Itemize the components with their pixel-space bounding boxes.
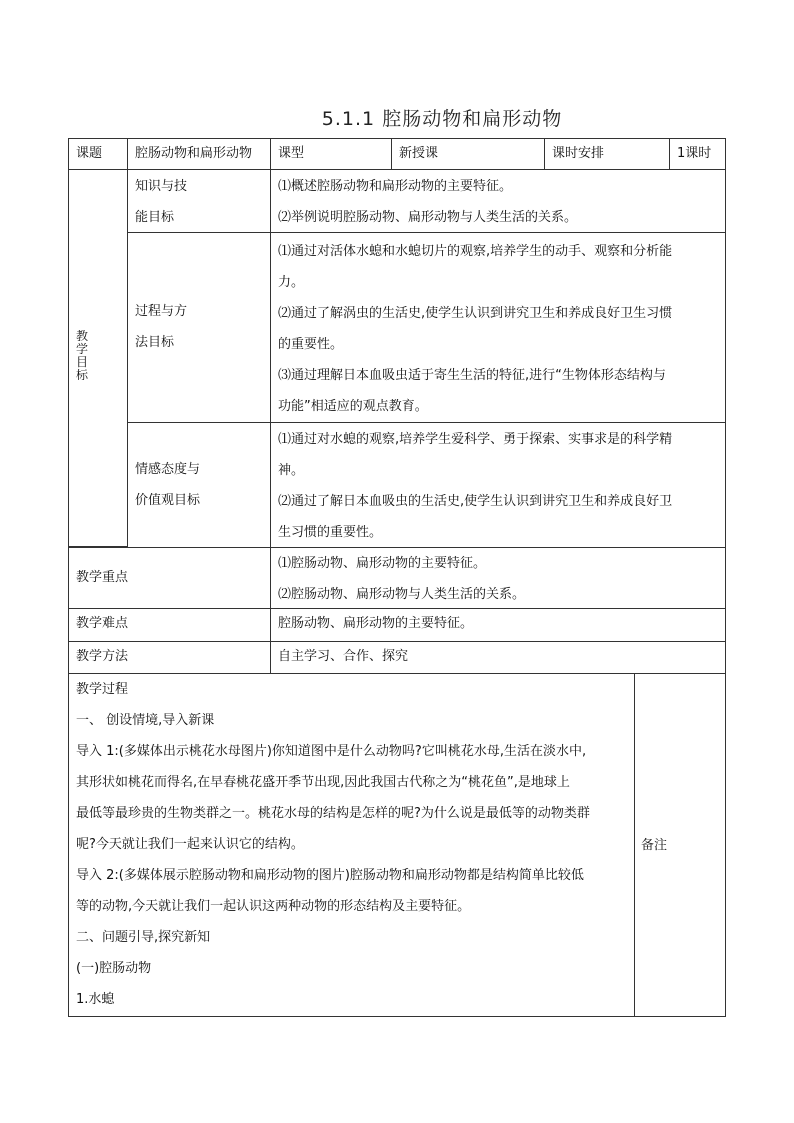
process-line-4: 的重要性。: [278, 337, 344, 352]
emotion-label-cell: [127, 422, 271, 548]
type-value-cell: [391, 138, 545, 170]
schedule-label-cell: [544, 138, 670, 170]
emotion-label-line-1: 情感态度与: [135, 462, 201, 477]
process-label-line-2: 法目标: [135, 335, 175, 350]
process-text-line-5: 最低等最珍贵的生物类群之一。桃花水母的结构是怎样的呢?为什么说是最低等的动物类群: [76, 806, 590, 821]
lesson-value-cell: [127, 138, 271, 170]
knowledge-label-cell: [127, 169, 271, 233]
lesson-label: 课题: [76, 146, 103, 161]
emotion-label-line-2: 价值观目标: [135, 493, 201, 508]
process-text-line-7: 导入 2:(多媒体展示腔肠动物和扁形动物的图片)腔肠动物和扁形动物都是结构简单比较低: [76, 868, 584, 883]
process-text-line-8: 等的动物,今天就让我们一起认识这两种动物的形态结构及主要特征。: [76, 899, 471, 914]
objectives-label-cell: [68, 169, 128, 547]
methods-value: 自主学习、合作、探究: [278, 649, 409, 664]
type-label: 课型: [278, 146, 305, 161]
emotion-line-2: 神。: [278, 463, 305, 478]
remarks-label: 备注: [641, 838, 668, 853]
process-text-line-9: 二、问题引导,探究新知: [76, 930, 211, 945]
methods-label: 教学方法: [76, 649, 129, 664]
key-points-content-cell: [270, 547, 726, 609]
knowledge-label-line-1: 知识与技: [135, 179, 188, 194]
methods-content-cell: [270, 641, 726, 674]
process-line-3: ⑵通过了解涡虫的生活史,使学生认识到讲究卫生和养成良好卫生习惯: [278, 306, 673, 321]
process-text-line-11: 1.水螅: [76, 992, 115, 1007]
key-points-label-cell: [68, 547, 271, 609]
process-text-line-2: 一、 创设情境,导入新课: [76, 713, 215, 728]
process-line-6: 功能”相适应的观点教育。: [278, 399, 428, 414]
key-points-label: 教学重点: [76, 570, 129, 585]
emotion-line-4: 生习惯的重要性。: [278, 525, 383, 540]
schedule-value: 1课时: [677, 146, 712, 161]
process-line-2: 力。: [278, 275, 305, 290]
methods-label-cell: [68, 641, 271, 674]
title-text: 腔肠动物和扁形动物: [382, 108, 563, 130]
key-point-line-1: ⑴腔肠动物、扁形动物的主要特征。: [278, 556, 487, 571]
title-number: 5.1.1: [321, 108, 376, 130]
schedule-value-cell: [669, 138, 726, 170]
type-label-cell: [270, 138, 392, 170]
emotion-line-3: ⑵通过了解日本血吸虫的生活史,使学生认识到讲究卫生和养成良好卫: [278, 494, 673, 509]
process-line-5: ⑶通过理解日本血吸虫适于寄生生活的特征,进行“生物体形态结构与: [278, 368, 666, 383]
knowledge-line-1: ⑴概述腔肠动物和扁形动物的主要特征。: [278, 179, 513, 194]
remarks-cell: [634, 673, 726, 1017]
schedule-label: 课时安排: [552, 146, 605, 161]
difficulties-label-cell: [68, 608, 271, 642]
emotion-content-cell: [270, 422, 726, 548]
knowledge-content-cell: [270, 169, 726, 233]
difficulties-value: 腔肠动物、扁形动物的主要特征。: [278, 616, 474, 631]
process-text-line-6: 呢?今天就让我们一起来认识它的结构。: [76, 837, 304, 852]
process-text-line-1: 教学过程: [76, 682, 129, 697]
process-line-1: ⑴通过对活体水螅和水螅切片的观察,培养学生的动手、观察和分析能: [278, 244, 673, 259]
difficulties-content-cell: [270, 608, 726, 642]
emotion-line-1: ⑴通过对水螅的观察,培养学生爱科学、勇于探索、实事求是的科学精: [278, 432, 673, 447]
page-title: [0, 104, 794, 131]
knowledge-line-2: ⑵举例说明腔肠动物、扁形动物与人类生活的关系。: [278, 210, 578, 225]
type-value: 新授课: [399, 146, 439, 161]
knowledge-label-line-2: 能目标: [135, 210, 175, 225]
teaching-process-cell: [68, 673, 635, 1017]
difficulties-label: 教学难点: [76, 616, 129, 631]
process-text-line-10: (一)腔肠动物: [76, 961, 152, 976]
key-point-line-2: ⑵腔肠动物、扁形动物与人类生活的关系。: [278, 587, 526, 602]
process-content-cell: [270, 232, 726, 423]
process-label-cell: [127, 232, 271, 423]
lesson-value: 腔肠动物和扁形动物: [135, 146, 253, 161]
process-text-line-3: 导入 1:(多媒体出示桃花水母图片)你知道图中是什么动物吗?它叫桃花水母,生活在淡水中,: [76, 744, 587, 759]
process-text-line-4: 其形状如桃花而得名,在早春桃花盛开季节出现,因此我国古代称之为“桃花鱼”,是地球上: [76, 775, 570, 790]
process-label-line-1: 过程与方: [135, 304, 188, 319]
lesson-label-cell: [68, 138, 128, 170]
objectives-label: 教学目标: [75, 329, 88, 382]
